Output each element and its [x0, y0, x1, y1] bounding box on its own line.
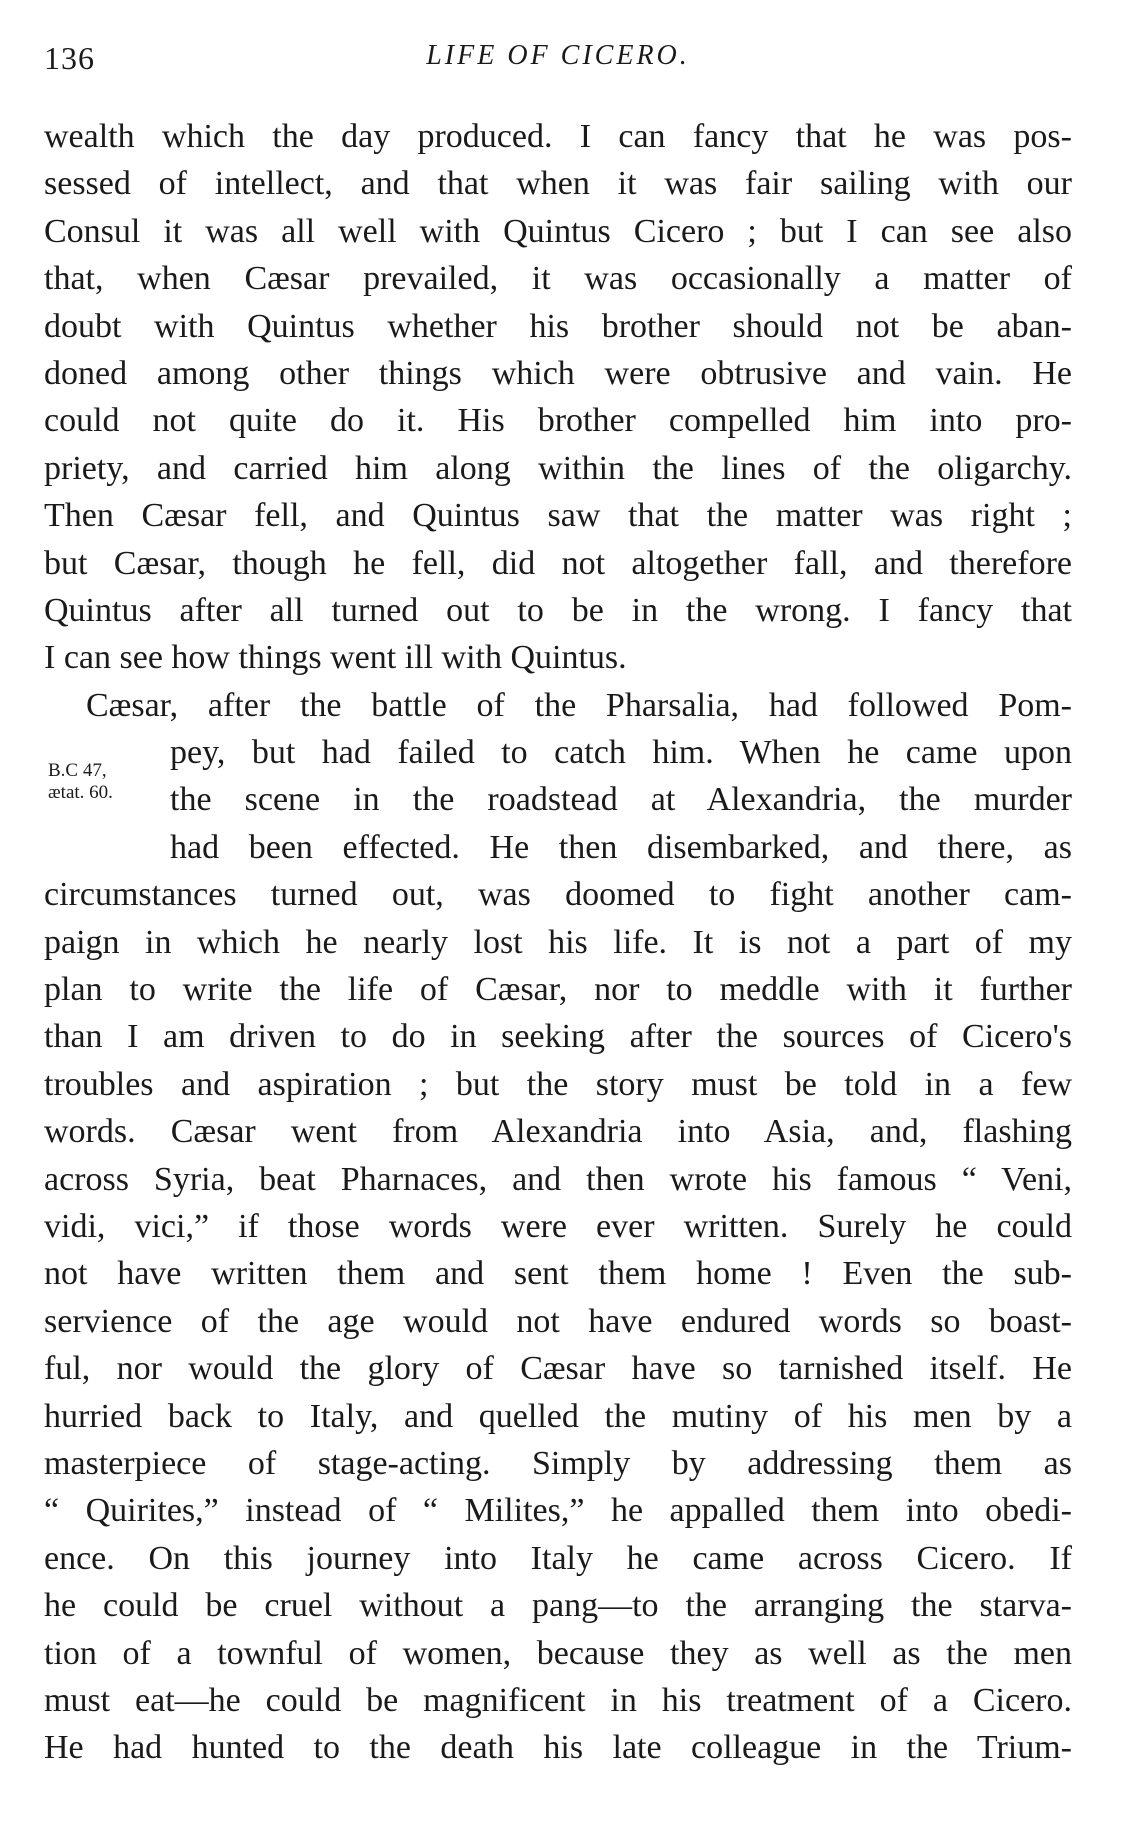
text-line: “ Quirites,” instead of “ Milites,” he appalled them into obedi-	[44, 1492, 1072, 1530]
text-line: Cæsar, after the battle of the Pharsalia, had followed Pom-	[86, 686, 1072, 724]
text-line: I can see how things went ill with Quintus.	[44, 639, 627, 677]
text-line: masterpiece of stage-acting. Simply by addressing them as	[44, 1444, 1072, 1482]
body-text	[44, 113, 1072, 1772]
text-line: hurried back to Italy, and quelled the mutiny of his men by a	[44, 1397, 1072, 1435]
text-line: words. Cæsar went from Alexandria into Asia, and, flashing	[44, 1113, 1072, 1151]
text-line: vidi, vici,” if those words were ever written. Surely he could	[44, 1207, 1072, 1245]
text-line: troubles and aspiration ; but the story must be told in a few	[44, 1065, 1072, 1103]
text-line: tion of a townful of women, because they as well as the men	[44, 1634, 1072, 1672]
text-line: than I am driven to do in seeking after the sources of Cicero's	[44, 1018, 1072, 1056]
text-line: Quintus after all turned out to be in the wrong. I fancy that	[44, 591, 1072, 629]
page-header	[44, 40, 1072, 90]
margin-note-age: ætat. 60.	[48, 782, 113, 803]
text-line: paign in which he nearly lost his life. It is not a part of my	[44, 923, 1072, 961]
text-line: Consul it was all well with Quintus Cicero ; but I can see also	[44, 212, 1072, 250]
text-line: the scene in the roadstead at Alexandria, the murder	[170, 781, 1072, 819]
text-line: plan to write the life of Cæsar, nor to meddle with it further	[44, 971, 1072, 1009]
text-line: doned among other things which were obtrusive and vain. He	[44, 354, 1072, 392]
text-line: ence. On this journey into Italy he came across Cicero. If	[44, 1539, 1072, 1577]
text-line: servience of the age would not have endured words so boast-	[44, 1302, 1072, 1340]
running-title: LIFE OF CICERO.	[426, 40, 690, 71]
text-line: He had hunted to the death his late colleague in the Trium-	[44, 1729, 1072, 1767]
page-number: 136	[44, 40, 95, 76]
text-line: wealth which the day produced. I can fancy that he was pos-	[44, 118, 1072, 155]
text-line: sessed of intellect, and that when it was fair sailing with our	[44, 165, 1072, 203]
text-line: pey, but had failed to catch him. When he came upon	[170, 734, 1072, 772]
text-line: Then Cæsar fell, and Quintus saw that the matter was right ;	[44, 497, 1072, 535]
text-line: he could be cruel without a pang—to the arranging the starva-	[44, 1587, 1072, 1625]
margin-note-year: B.C 47,	[48, 760, 107, 781]
text-line: that, when Cæsar prevailed, it was occasionally a matter of	[44, 260, 1072, 298]
text-line: must eat—he could be magnificent in his treatment of a Cicero.	[44, 1681, 1072, 1719]
text-line: priety, and carried him along within the lines of the oligarchy.	[44, 449, 1072, 487]
text-line: could not quite do it. His brother compelled him into pro-	[44, 402, 1072, 440]
text-line: circumstances turned out, was doomed to fight another cam-	[44, 876, 1072, 914]
text-line: not have written them and sent them home ! Even the sub-	[44, 1255, 1072, 1293]
text-line: doubt with Quintus whether his brother should not be aban-	[44, 307, 1072, 345]
text-line: ful, nor would the glory of Cæsar have so tarnished itself. He	[44, 1350, 1072, 1388]
text-line: but Cæsar, though he fell, did not altogether fall, and therefore	[44, 544, 1072, 582]
text-line: had been effected. He then disembarked, and there, as	[170, 828, 1072, 866]
text-line: across Syria, beat Pharnaces, and then wrote his famous “ Veni,	[44, 1160, 1072, 1198]
